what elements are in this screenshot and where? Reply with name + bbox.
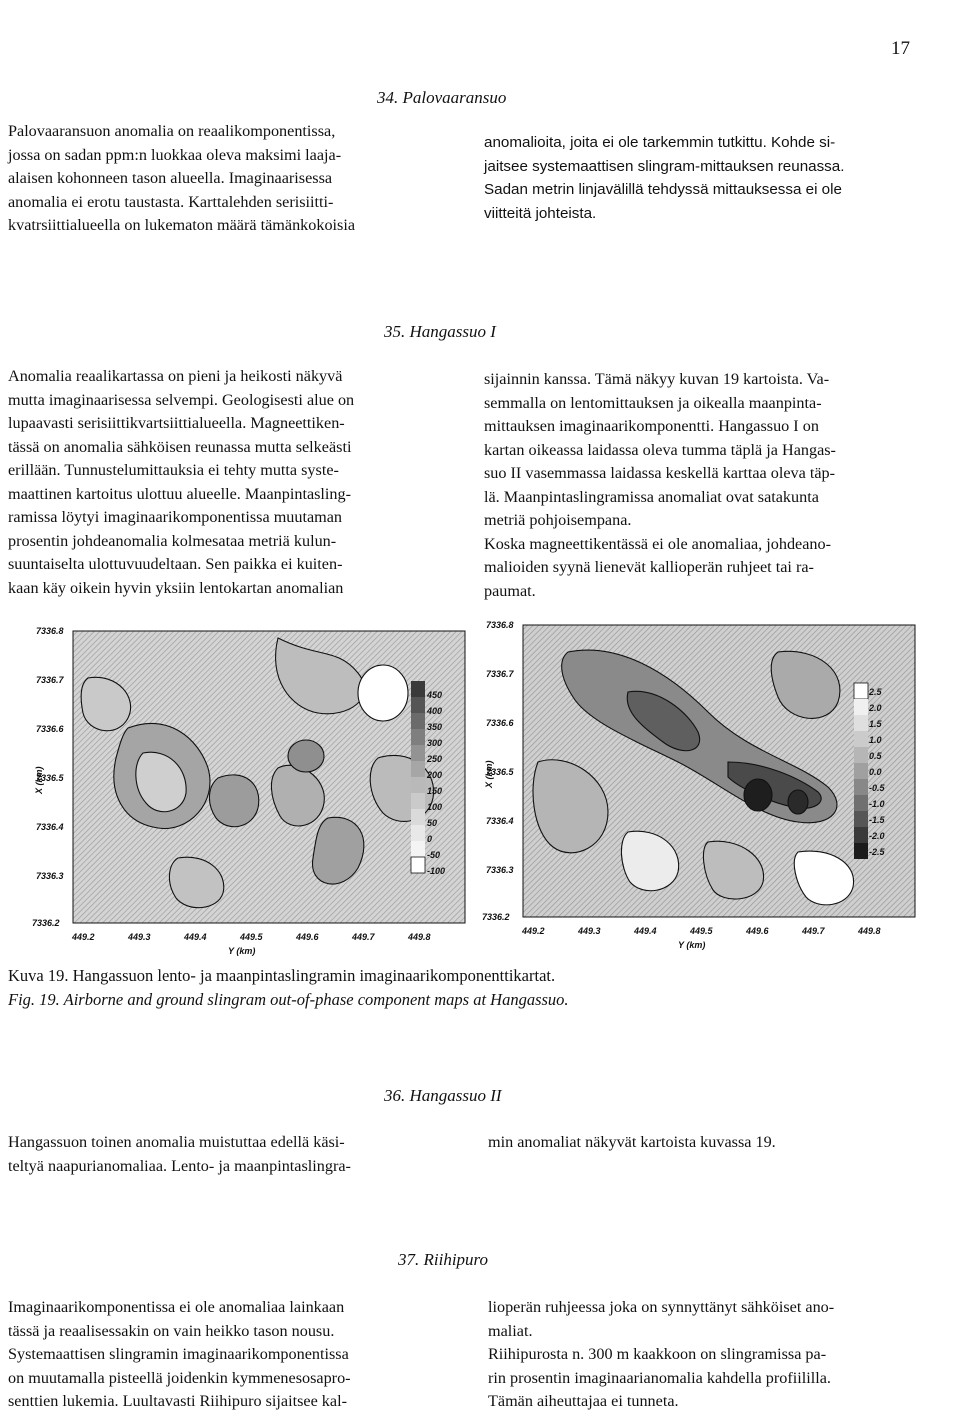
- y-tick-label: 7336.4: [486, 816, 514, 826]
- figure-caption-finnish: Kuva 19. Hangassuon lento- ja maanpintaslingramin imaginaarikomponenttikartat.: [8, 966, 556, 985]
- section-34-right-column: [484, 131, 902, 225]
- colorbar-label: 200: [427, 770, 443, 780]
- x-axis-label: Y (km): [228, 946, 256, 956]
- colorbar-label: 100: [427, 802, 443, 812]
- text-line: Imaginaarikomponentissa ei ole anomaliaa lainkaan: [8, 1298, 345, 1316]
- x-tick-label: 449.2: [522, 926, 545, 936]
- y-tick-label: 7336.8: [486, 620, 514, 630]
- section-35-left-column: [8, 365, 420, 600]
- text-line: semmalla on lentomittauksen ja oikealla maanpinta-: [484, 393, 822, 412]
- text-line: maliat.: [488, 1321, 533, 1340]
- colorbar-label: 350: [427, 722, 443, 732]
- map-left-colorbar: [411, 681, 425, 873]
- section-37-title: 37. Riihipuro: [398, 1250, 489, 1269]
- x-tick-label: 449.8: [408, 932, 431, 942]
- x-tick-label: 449.5: [240, 932, 263, 942]
- text-line: on muutamalla pisteellä joidenkin kymmenesosapro-: [8, 1368, 351, 1387]
- colorbar-label: 400: [427, 706, 443, 716]
- y-tick-label: 7336.6: [486, 718, 514, 728]
- colorbar-label: 450: [427, 690, 443, 700]
- text-line: lioperän ruhjeessa joka on synnyttänyt sähköiset ano-: [488, 1298, 835, 1316]
- colorbar-label: -50: [427, 850, 441, 860]
- y-tick-label: 7336.5: [36, 773, 64, 783]
- colorbar-label: -1.5: [869, 815, 885, 825]
- text-line: maattinen kartoitus ulottuu alueelle. Maanpintasling-: [8, 484, 351, 503]
- colorbar-label: -2.0: [869, 831, 885, 841]
- colorbar-label: 0: [427, 834, 433, 844]
- colorbar-label: -1.0: [869, 799, 885, 809]
- text-line: mutta imaginaarisessa selvempi. Geologisesti alue on: [8, 390, 355, 409]
- text-line: Systemaattisen slingramin imaginaarikomponentissa: [8, 1345, 349, 1363]
- section-36-right-column: [488, 1131, 908, 1155]
- x-tick-label: 449.4: [634, 926, 657, 936]
- y-tick-label: 7336.7: [486, 669, 514, 679]
- x-tick-label: 449.7: [352, 932, 375, 942]
- colorbar-label: 1.5: [869, 719, 882, 729]
- text-line: erillään. Tunnustelumittauksia ei tehty mutta syste-: [8, 461, 339, 479]
- text-line: suuntaiselta ulottuvuudeltaan. Sen paikka ei kuiten-: [8, 555, 343, 573]
- y-tick-label: 7336.6: [36, 724, 64, 734]
- x-axis-label: Y (km): [678, 940, 706, 950]
- y-tick-label: 7336.8: [36, 626, 64, 636]
- y-tick-label: 7336.2: [482, 912, 510, 922]
- x-tick-label: 449.4: [184, 932, 207, 942]
- section-36-left-column: [8, 1131, 426, 1178]
- text-line: suo II vasemmassa laidassa keskellä karttaa oleva täp-: [484, 464, 836, 482]
- y-axis-label: X (km): [484, 760, 494, 788]
- x-tick-label: 449.8: [858, 926, 881, 936]
- x-tick-label: 449.3: [578, 926, 601, 936]
- text-line: paumat.: [484, 581, 536, 600]
- text-line: Sadan metrin linjavälillä tehdyssä mittauksessa ei ole: [484, 181, 842, 198]
- x-tick-label: 449.5: [690, 926, 713, 936]
- text-line: tässä on anomalia sähköisen reunassa mutta selkeästi: [8, 437, 352, 456]
- text-line: prosentin johdeanomalia kolmesataa metriä kulun-: [8, 531, 337, 550]
- text-line: lupaavasti serisiittikvartsiittialueella. Magneettiken-: [8, 414, 345, 432]
- section-34-left-column: [8, 120, 418, 238]
- map-left-svg: [28, 618, 468, 963]
- colorbar-label: 2.5: [869, 687, 882, 697]
- section-35-title: 35. Hangassuo I: [384, 322, 496, 341]
- map-right-svg: [478, 612, 918, 957]
- y-tick-label: 7336.7: [36, 675, 64, 685]
- text-line: Koska magneettikentässä ei ole anomaliaa, johdeano-: [484, 534, 832, 553]
- text-line: mittauksen imaginaarikomponentti. Hangassuo I on: [484, 417, 819, 435]
- text-line: jaitsee systemaattisen slingram-mittauksen reunassa.: [484, 157, 845, 175]
- figure-caption-english: Fig. 19. Airborne and ground slingram out-of-phase component maps at Hangassuo.: [8, 990, 569, 1009]
- text-line: Anomalia reaalikartassa on pieni ja heikosti näkyvä: [8, 367, 343, 385]
- colorbar-label: 50: [427, 818, 438, 828]
- text-line: viitteitä johteista.: [484, 204, 597, 222]
- text-line: Hangassuon toinen anomalia muistuttaa edellä käsi-: [8, 1133, 345, 1151]
- y-tick-label: 7336.5: [486, 767, 514, 777]
- y-axis-label: X (km): [34, 766, 44, 794]
- text-line: lä. Maanpintaslingramissa anomaliat ovat satakunta: [484, 487, 819, 506]
- colorbar-label: 300: [427, 738, 443, 748]
- x-tick-label: 449.7: [802, 926, 825, 936]
- colorbar-label: 0.5: [869, 751, 882, 761]
- text-line: rin prosentin imaginaarianomalia kahdella profiililla.: [488, 1368, 831, 1387]
- y-tick-label: 7336.3: [486, 865, 514, 875]
- section-36-title: 36. Hangassuo II: [384, 1086, 502, 1105]
- text-line: tässä ja reaalisessakin on vain heikko tason nousu.: [8, 1321, 335, 1340]
- colorbar-label: -0.5: [869, 783, 885, 793]
- x-tick-label: 449.2: [72, 932, 95, 942]
- section-34-title: 34. Palovaaransuo: [377, 88, 507, 107]
- text-line: senttien lukemia. Luultavasti Riihipuro sijaitsee kal-: [8, 1392, 347, 1410]
- map-right-colorbar: [854, 683, 868, 859]
- text-line: jossa on sadan ppm:n luokkaa oleva maksimi laaja-: [8, 145, 342, 164]
- text-line: kvatrsiittialueella on lukematon määrä tämänkokoisia: [8, 216, 356, 234]
- text-line: metriä pohjoisempana.: [484, 511, 632, 529]
- text-line: sijainnin kanssa. Tämä näkyy kuvan 19 kartoista. Va-: [484, 370, 830, 388]
- text-line: kaan käy oikein hyvin yksiin lentokartan anomalian: [8, 578, 344, 597]
- y-tick-label: 7336.2: [32, 918, 60, 928]
- page-number: 17: [891, 38, 910, 59]
- text-line: Palovaaransuon anomalia on reaalikomponentissa,: [8, 122, 336, 140]
- text-line: ramissa löytyi imaginaarikomponentissa muutaman: [8, 508, 343, 526]
- airborne-out-of-phase-map: [28, 618, 468, 968]
- x-tick-label: 449.3: [128, 932, 151, 942]
- colorbar-label: 2.0: [869, 703, 882, 713]
- colorbar-label: 0.0: [869, 767, 882, 777]
- section-37-right-column: [488, 1296, 908, 1414]
- y-tick-label: 7336.4: [36, 822, 64, 832]
- text-line: Riihipurosta n. 300 m kaakkoon on slingramissa pa-: [488, 1345, 827, 1363]
- colorbar-label: -2.5: [869, 847, 885, 857]
- x-tick-label: 449.6: [296, 932, 319, 942]
- section-35-right-column: [484, 368, 904, 603]
- text-line: anomalia ei erotu taustasta. Karttalehden serisiitti-: [8, 192, 334, 211]
- colorbar-label: 1.0: [869, 735, 882, 745]
- text-line: teltyä naapurianomaliaa. Lento- ja maanpintaslingra-: [8, 1156, 351, 1175]
- text-line: min anomaliat näkyvät kartoista kuvassa 19.: [488, 1133, 776, 1151]
- y-tick-label: 7336.3: [36, 871, 64, 881]
- text-line: malioiden syynä lienevät kallioperän ruhjeet tai ra-: [484, 558, 814, 576]
- ground-out-of-phase-map: [478, 612, 918, 962]
- text-line: Tämän aiheuttajaa ei tunneta.: [488, 1392, 679, 1410]
- colorbar-label: 250: [427, 754, 443, 764]
- colorbar-label: 150: [427, 786, 443, 796]
- x-tick-label: 449.6: [746, 926, 769, 936]
- text-line: kartan oikeassa laidassa oleva tumma täplä ja Hangas-: [484, 440, 836, 459]
- colorbar-label: -100: [427, 866, 446, 876]
- text-line: anomalioita, joita ei ole tarkemmin tutkittu. Kohde si-: [484, 134, 836, 151]
- section-37-left-column: [8, 1296, 424, 1414]
- text-line: alaisen kohonneen tason alueella. Imaginaarisessa: [8, 169, 333, 187]
